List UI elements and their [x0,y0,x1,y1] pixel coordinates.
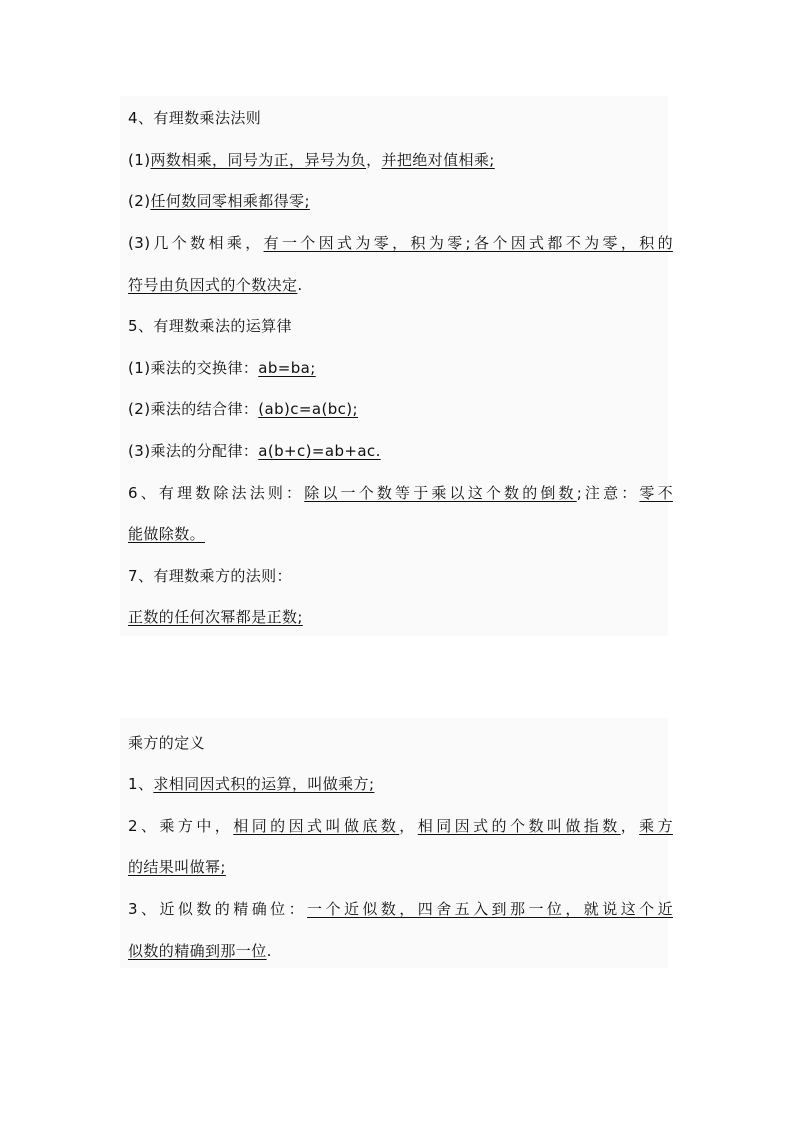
rule-number: (2) [128,192,151,210]
rule-3 [128,233,673,253]
rule-label: 6、有理数除法法则： [128,484,305,502]
definition-text: ， [399,817,418,835]
power-rule [128,607,673,627]
heading-power-definition: 乘方的定义 [128,734,206,752]
heading-division-rules [128,483,673,503]
law-associative [128,399,673,419]
law-formula: ab=ba; [258,359,316,377]
law-label: (1)乘法的交换律： [128,359,259,377]
rule-text: . [297,276,303,294]
heading-multiplication-rules: 4、有理数乘法法则 [128,109,262,127]
rule-1 [128,150,673,170]
definition-text: 3、近似数的精确位： [128,900,308,918]
item-number: 1、 [128,775,154,793]
rule-text: 任何数同零相乘都得零; [150,192,310,210]
law-label: (2)乘法的结合律： [128,400,259,418]
definition-2-continued [128,857,673,877]
heading-multiplication-laws: 5、有理数乘法的运算律 [128,317,292,335]
definition-text: ， [620,817,640,835]
rule-text: 正数的任何次幂都是正数; [128,608,303,626]
rule-2 [128,191,673,211]
heading-power-rules: 7、有理数乘方的法则： [128,567,292,585]
law-formula: a(b+c)=ab+ac. [258,442,381,460]
rule-text: 符号由负因式的个数决定 [128,276,298,294]
section-background [120,718,668,968]
definition-text: 的结果叫做幂; [128,858,226,876]
definition-text: 相同因式的个数叫做指数 [417,817,621,835]
rule-text: 零不 [639,484,673,502]
rule-text: 有一个因式为零，积为零;各个因式都不为零，积的 [263,234,673,252]
definition-text: 求相同因式积的运算，叫做乘方; [153,775,375,793]
rule-text: (3)几个数相乘， [128,234,264,252]
definition-2 [128,816,673,836]
law-distributive [128,441,673,461]
rule-text: 两数相乘，同号为正，异号为负 [150,151,367,169]
definition-text: . [266,942,272,960]
definition-text: 2、乘方中， [128,817,234,835]
rule-text: 并把绝对值相乘; [381,151,495,169]
rule-text: ;注意： [576,484,640,502]
definition-text: 似数的精确到那一位 [128,942,267,960]
rule-text: 除以一个数等于乘以这个数的倒数 [304,484,577,502]
definition-text: 乘方 [639,817,673,835]
definition-text: 相同的因式叫做底数 [233,817,400,835]
law-label: (3)乘法的分配律： [128,442,259,460]
division-rule-continued [128,524,673,544]
rule-number: (1) [128,151,151,169]
law-commutative [128,358,673,378]
definition-3 [128,899,673,919]
definition-text: 一个近似数，四舍五入到那一位，就说这个近 [307,900,673,918]
rule-text: ， [366,151,382,169]
rule-text: 能做除数。 [128,525,206,543]
rule-3-continued [128,275,673,295]
law-formula: (ab)c=a(bc); [258,400,359,418]
definition-1 [128,774,673,794]
definition-3-continued [128,941,673,961]
